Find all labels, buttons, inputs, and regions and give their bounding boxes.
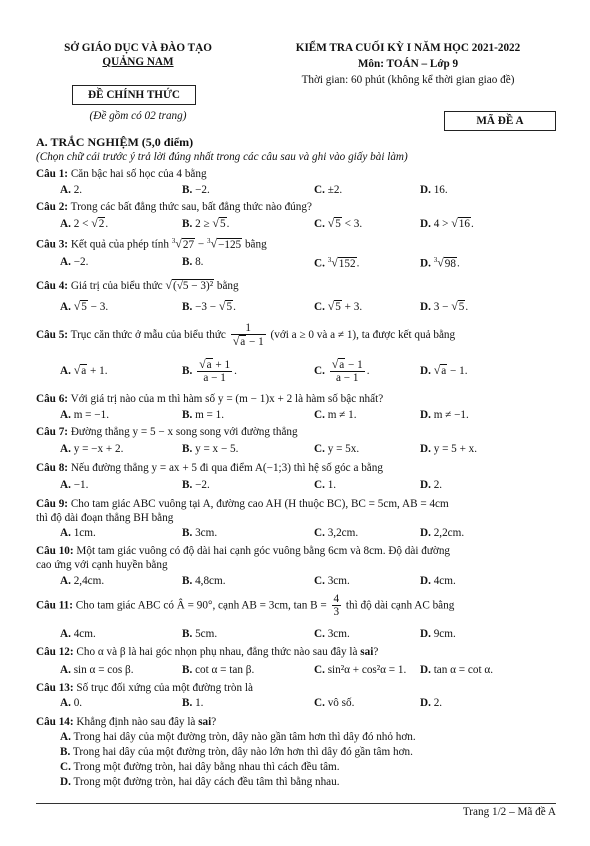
question-14-option-b: B. Trong hai dây của một đường tròn, dây nào lớn hơn thì dây đó gần tâm hơn.: [60, 746, 413, 758]
question-13-options: [36, 697, 556, 711]
question-4: Câu 4: Giá trị của biểu thức √(√5 − 3)² bằng: [36, 278, 239, 292]
option-c: C. m ≠ 1.: [314, 409, 357, 421]
option-d: D. y = 5 + x.: [420, 443, 478, 455]
pages-note: (Đề gồm có 02 trang): [89, 110, 187, 122]
option-a: A. m = −1.: [60, 409, 109, 421]
option-c: C. vô số.: [314, 697, 355, 709]
option-d: D. m ≠ −1.: [420, 409, 469, 421]
question-7-options: [36, 443, 556, 457]
option-a: A. 2.: [60, 184, 83, 196]
option-a: A. 0.: [60, 697, 83, 709]
option-d: D. 2.: [420, 479, 443, 491]
option-b: B. 1.: [182, 697, 204, 709]
question-9-options: [36, 527, 556, 541]
question-9-line2: thì độ dài đoạn thẳng BH bằng: [36, 512, 174, 524]
question-12: Câu 12: Cho α và β là hai góc nhọn phụ nhau, đẳng thức nào sau đây là sai?: [36, 646, 379, 658]
option-b: B. −2.: [182, 479, 210, 491]
option-d: D. tan α = cot α.: [420, 664, 494, 676]
question-10-options: [36, 575, 556, 589]
question-13: Câu 13: Số trục đối xứng của một đường tròn là: [36, 682, 253, 694]
option-b: B. 3cm.: [182, 527, 218, 539]
option-b: B. $\frac{√a + 1}{a - 1}$ .: [182, 357, 237, 385]
option-c: C. $^3$√152.: [314, 255, 360, 270]
page-footer: Trang 1/2 – Mã đề A: [462, 806, 556, 818]
option-b: B. 2 ≥ √5.: [182, 216, 230, 230]
option-a: A. −1.: [60, 479, 89, 491]
question-4-options: [36, 300, 556, 316]
option-a: A. −2.: [60, 256, 89, 268]
option-c: C. 3cm.: [314, 628, 350, 640]
exam-code: MÃ ĐỀ A: [444, 111, 556, 131]
question-3: Câu 3: Kết quả của phép tính $^3$√27 − $^3$√−125 bằng: [36, 236, 267, 251]
option-c: C. 1.: [314, 479, 337, 491]
option-b: B. −3 − √5.: [182, 299, 236, 313]
question-1-options: [36, 184, 556, 198]
question-14-option-a: A. Trong hai dây của một đường tròn, dây nào gần tâm hơn thì dây đó nhỏ hơn.: [60, 731, 416, 743]
question-8: Câu 8: Nếu đường thẳng y = ax + 5 đi qua điểm A(−1;3) thì hệ số góc a bằng: [36, 462, 383, 474]
option-c: C. y = 5x.: [314, 443, 360, 455]
question-1: Câu 1: Căn bậc hai số học của 4 bằng: [36, 168, 207, 180]
option-d: D. 3 − √5.: [420, 299, 469, 313]
question-12-options: [36, 664, 556, 678]
option-b: B. 5cm.: [182, 628, 218, 640]
option-d: D. $^3$√98.: [420, 255, 460, 270]
option-c: C. 3,2cm.: [314, 527, 359, 539]
option-b: B. m = 1.: [182, 409, 225, 421]
org-line2: QUẢNG NAM: [102, 56, 174, 68]
option-c: C. $\frac{√a - 1}{a - 1}$ .: [314, 357, 370, 385]
section-instruction: (Chọn chữ cái trước ý trả lời đúng nhất trong các câu sau và ghi vào giấy bài làm): [36, 151, 408, 163]
option-c: C. 3cm.: [314, 575, 350, 587]
question-9: Câu 9: Cho tam giác ABC vuông tại A, đường cao AH (H thuộc BC), BC = 5cm, AB = 4cm: [36, 498, 449, 510]
option-d: D. 9cm.: [420, 628, 456, 640]
question-14: Câu 14: Khẳng định nào sau đây là sai?: [36, 716, 217, 728]
option-a: A. 2 < √2.: [60, 216, 109, 230]
option-a: A. 4cm.: [60, 628, 96, 640]
official-badge: ĐỀ CHÍNH THỨC: [72, 85, 196, 105]
option-a: A. √5 − 3.: [60, 299, 109, 313]
exam-subject: Môn: TOÁN – Lớp 9: [357, 58, 459, 70]
option-b: B. cot α = tan β.: [182, 664, 255, 676]
option-a: A. 1cm.: [60, 527, 96, 539]
option-d: D. 16.: [420, 184, 448, 196]
question-11-options: [36, 628, 556, 642]
option-c: C. sin²α + cos²α = 1.: [314, 664, 407, 676]
question-11: Câu 11: Cho tam giác ABC có Â = 90°, cạnh AB = 3cm, tan B = $\frac{4}{3}$ thì độ dài cạnh AC bằng: [36, 593, 455, 619]
question-5: Câu 5: Trục căn thức ở mẫu của biểu thức $\frac{1}{√a - 1}$ (với a ≥ 0 và a ≠ 1), ta được kết quả bằng: [36, 322, 456, 349]
question-7: Câu 7: Đường thẳng y = 5 − x song song với đường thẳng: [36, 426, 298, 438]
question-14-option-c: C. Trong một đường tròn, hai dây bằng nhau thì cách đều tâm.: [60, 761, 340, 773]
option-d: D. 4 > √16.: [420, 216, 474, 230]
question-14-option-d: D. Trong một đường tròn, hai dây cách đều tâm thì bằng nhau.: [60, 776, 340, 788]
option-d: D. 2,2cm.: [420, 527, 465, 539]
option-d: D. 2.: [420, 697, 443, 709]
option-b: B. −2.: [182, 184, 210, 196]
option-a: A. 2,4cm.: [60, 575, 105, 587]
option-c: C. √5 < 3.: [314, 216, 363, 230]
section-title: A. TRẮC NGHIỆM (5,0 điểm): [36, 135, 194, 149]
option-b: B. 8.: [182, 256, 204, 268]
option-d: D. √a − 1.: [420, 363, 468, 377]
question-8-options: [36, 479, 556, 493]
question-10-line2: cao ứng với cạnh huyền bằng: [36, 559, 168, 571]
org-line1: SỞ GIÁO DỤC VÀ ĐÀO TẠO: [64, 42, 212, 54]
question-6: Câu 6: Với giá trị nào của m thì hàm số y = (m − 1)x + 2 là hàm số bậc nhất?: [36, 393, 384, 405]
question-10: Câu 10: Một tam giác vuông có độ dài hai cạnh góc vuông bằng 6cm và 8cm. Độ dài đường: [36, 545, 451, 557]
question-6-options: [36, 409, 556, 423]
question-2: Câu 2: Trong các bất đẳng thức sau, bất đẳng thức nào đúng?: [36, 201, 312, 213]
question-2-options: [36, 217, 556, 233]
option-d: D. 4cm.: [420, 575, 456, 587]
exam-title: KIỂM TRA CUỐI KỲ I NĂM HỌC 2021-2022: [295, 42, 521, 54]
option-b: B. y = x − 5.: [182, 443, 239, 455]
question-3-options: [36, 256, 556, 272]
option-b: B. 4,8cm.: [182, 575, 226, 587]
option-a: A. √a + 1.: [60, 363, 108, 377]
exam-time: Thời gian: 60 phút (không kể thời gian giao đề): [301, 74, 515, 86]
option-a: A. y = −x + 2.: [60, 443, 124, 455]
question-5-options: [36, 358, 556, 388]
footer-rule: [36, 803, 556, 804]
option-c: C. ±2.: [314, 184, 343, 196]
option-a: A. sin α = cos β.: [60, 664, 134, 676]
option-c: C. √5 + 3.: [314, 299, 363, 313]
